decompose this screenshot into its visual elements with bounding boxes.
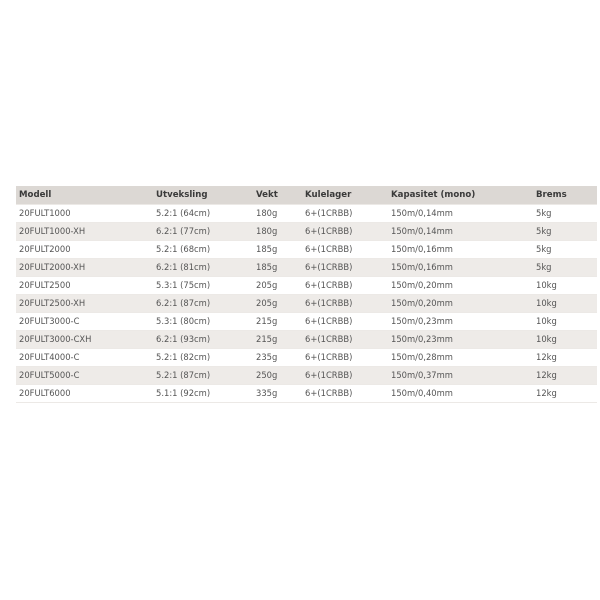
cell-modell: 20FULT5000-C — [19, 370, 80, 380]
cell-kapasitet: 150m/0,28mm — [391, 352, 453, 362]
cell-modell: 20FULT4000-C — [19, 352, 80, 362]
cell-brems: 12kg — [536, 352, 557, 362]
cell-utveksling: 5.2:1 (64cm) — [156, 208, 211, 218]
table-row — [16, 312, 597, 330]
table-row — [16, 276, 597, 294]
cell-modell: 20FULT1000 — [19, 208, 71, 218]
cell-modell: 20FULT2000 — [19, 244, 71, 254]
cell-brems: 10kg — [536, 298, 557, 308]
cell-vekt: 235g — [256, 352, 278, 362]
cell-kulelager: 6+(1CRBB) — [305, 280, 353, 290]
table-body — [16, 204, 597, 402]
cell-kulelager: 6+(1CRBB) — [305, 352, 353, 362]
cell-utveksling: 5.2:1 (82cm) — [156, 352, 211, 362]
cell-utveksling: 5.2:1 (87cm) — [156, 370, 211, 380]
cell-modell: 20FULT2000-XH — [19, 262, 86, 272]
cell-kulelager: 6+(1CRBB) — [305, 370, 353, 380]
cell-kapasitet: 150m/0,14mm — [391, 208, 453, 218]
cell-brems: 10kg — [536, 316, 557, 326]
cell-kapasitet: 150m/0,16mm — [391, 244, 453, 254]
spec-table-container — [16, 186, 597, 403]
cell-vekt: 250g — [256, 370, 278, 380]
cell-kulelager: 6+(1CRBB) — [305, 244, 353, 254]
cell-kapasitet: 150m/0,37mm — [391, 370, 453, 380]
cell-utveksling: 6.2:1 (77cm) — [156, 226, 211, 236]
table-row — [16, 330, 597, 348]
table-row — [16, 258, 597, 276]
cell-kulelager: 6+(1CRBB) — [305, 226, 353, 236]
cell-utveksling: 5.3:1 (75cm) — [156, 280, 211, 290]
cell-utveksling: 6.2:1 (93cm) — [156, 334, 211, 344]
cell-kapasitet: 150m/0,16mm — [391, 262, 453, 272]
header-utveksling: Utveksling — [156, 189, 208, 200]
cell-utveksling: 5.1:1 (92cm) — [156, 388, 211, 398]
cell-brems: 5kg — [536, 226, 552, 236]
cell-kapasitet: 150m/0,23mm — [391, 316, 453, 326]
header-brems: Brems — [536, 189, 567, 200]
cell-vekt: 180g — [256, 226, 278, 236]
header-kapasitet: Kapasitet (mono) — [391, 189, 476, 200]
cell-kapasitet: 150m/0,20mm — [391, 280, 453, 290]
cell-utveksling: 6.2:1 (81cm) — [156, 262, 211, 272]
header-kulelager: Kulelager — [305, 189, 352, 200]
cell-modell: 20FULT2500 — [19, 280, 71, 290]
table-row — [16, 204, 597, 222]
cell-kapasitet: 150m/0,40mm — [391, 388, 453, 398]
table-row — [16, 294, 597, 312]
cell-modell: 20FULT6000 — [19, 388, 71, 398]
cell-kapasitet: 150m/0,20mm — [391, 298, 453, 308]
cell-kapasitet: 150m/0,14mm — [391, 226, 453, 236]
cell-vekt: 335g — [256, 388, 278, 398]
table-row — [16, 240, 597, 258]
header-row — [16, 186, 597, 204]
spec-table — [16, 186, 597, 403]
cell-vekt: 185g — [256, 244, 278, 254]
cell-kulelager: 6+(1CRBB) — [305, 262, 353, 272]
cell-vekt: 180g — [256, 208, 278, 218]
cell-brems: 12kg — [536, 370, 557, 380]
cell-kulelager: 6+(1CRBB) — [305, 316, 353, 326]
cell-vekt: 185g — [256, 262, 278, 272]
header-modell: Modell — [19, 189, 52, 200]
cell-brems: 5kg — [536, 262, 552, 272]
cell-vekt: 205g — [256, 280, 278, 290]
cell-brems: 5kg — [536, 208, 552, 218]
cell-utveksling: 6.2:1 (87cm) — [156, 298, 211, 308]
cell-modell: 20FULT2500-XH — [19, 298, 86, 308]
cell-kulelager: 6+(1CRBB) — [305, 208, 353, 218]
table-row — [16, 384, 597, 402]
table-header — [16, 186, 597, 204]
cell-utveksling: 5.2:1 (68cm) — [156, 244, 211, 254]
cell-utveksling: 5.3:1 (80cm) — [156, 316, 211, 326]
header-vekt: Vekt — [256, 189, 278, 200]
table-row — [16, 348, 597, 366]
cell-brems: 12kg — [536, 388, 557, 398]
cell-kapasitet: 150m/0,23mm — [391, 334, 453, 344]
cell-kulelager: 6+(1CRBB) — [305, 334, 353, 344]
cell-vekt: 215g — [256, 316, 278, 326]
cell-vekt: 215g — [256, 334, 278, 344]
cell-kulelager: 6+(1CRBB) — [305, 388, 353, 398]
cell-modell: 20FULT3000-CXH — [19, 334, 92, 344]
cell-brems: 10kg — [536, 280, 557, 290]
table-row — [16, 366, 597, 384]
table-row — [16, 222, 597, 240]
cell-modell: 20FULT1000-XH — [19, 226, 86, 236]
cell-kulelager: 6+(1CRBB) — [305, 298, 353, 308]
cell-modell: 20FULT3000-C — [19, 316, 80, 326]
cell-brems: 10kg — [536, 334, 557, 344]
cell-brems: 5kg — [536, 244, 552, 254]
cell-vekt: 205g — [256, 298, 278, 308]
